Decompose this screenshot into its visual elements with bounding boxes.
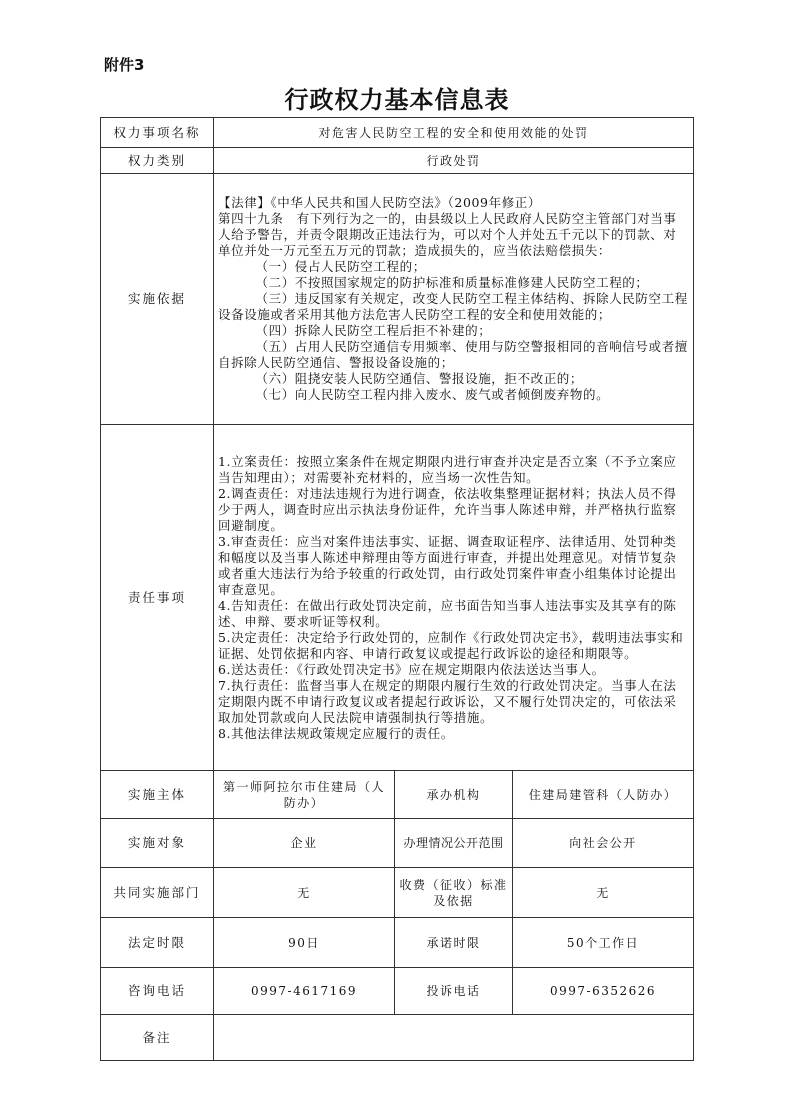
- table-row-remarks: [101, 1015, 694, 1061]
- basis-label: 实施依据: [101, 174, 214, 425]
- fee-standard-value: 无: [513, 868, 694, 918]
- remarks-label: 备注: [101, 1015, 214, 1061]
- promised-time-limit-value: 50个工作日: [513, 918, 694, 968]
- attachment-label: 附件3: [104, 56, 145, 74]
- responsibility-item: 1.立案责任：按照立案条件在规定期限内进行审查并决定是否立案（不予立案应当告知理由）；对需要补充材料的，应当场一次性告知。: [218, 453, 677, 485]
- responsibilities-label: 责任事项: [101, 425, 214, 771]
- complaint-phone-label: 投诉电话: [395, 968, 513, 1015]
- page-title: 行政权力基本信息表: [284, 85, 510, 114]
- table-row-target: [101, 819, 694, 868]
- basis-clause: （六）阻挠安装人民防空通信、警报设施，拒不改正的；: [255, 371, 584, 386]
- table-row-item-name: [101, 118, 694, 148]
- table-row-subject: [101, 771, 694, 819]
- responsibility-item: 8.其他法律法规政策规定应履行的责任。: [218, 725, 454, 741]
- basis-law-title: 【法律】《中华人民共和国人民防空法》（2009年修正）: [218, 195, 542, 210]
- responsibility-item: 3.审查责任：应当对案件违法事实、证据、调查取证程序、法律适用、处罚种类和幅度以及当事人陈述申辩理由等方面进行审查，并提出处理意见。对情节复杂或者重大违法行为给予较重的行政处罚，由行政处罚案件审查小组集体讨论提出审查意见。: [218, 533, 677, 597]
- basis-content: [214, 174, 694, 425]
- table-row-responsibilities: [101, 425, 694, 771]
- legal-time-limit-label: 法定时限: [101, 918, 214, 968]
- fee-standard-label: 收费（征收）标准及依据: [395, 868, 513, 918]
- legal-time-limit-value: 90日: [214, 918, 395, 968]
- table-row-time-limit: [101, 918, 694, 968]
- item-name-value: 对危害人民防空工程的安全和使用效能的处罚: [214, 118, 694, 148]
- admin-power-info-table: [100, 117, 694, 1061]
- inquiry-phone-label: 咨询电话: [101, 968, 214, 1015]
- basis-clause: （一）侵占人民防空工程的；: [255, 259, 426, 274]
- disclosure-scope-value: 向社会公开: [513, 819, 694, 868]
- table-row-category: [101, 148, 694, 174]
- complaint-phone-value: 0997-6352626: [513, 968, 694, 1015]
- responsibility-item: 6.送达责任：《行政处罚决定书》应在规定期限内依法送达当事人。: [218, 661, 605, 677]
- subject-label: 实施主体: [101, 771, 214, 819]
- responsibility-item: 4.告知责任：在做出行政处罚决定前，应书面告知当事人违法事实及其享有的陈述、申辩、要求听证等权利。: [218, 597, 677, 629]
- table-row-basis: [101, 174, 694, 425]
- handling-agency-value: 住建局建管科（人防办）: [513, 771, 694, 819]
- responsibility-item: 5.决定责任：决定给予行政处罚的，应制作《行政处罚决定书》，载明违法事实和证据、处罚依据和内容、申请行政复议或提起行政诉讼的途径和期限等。: [218, 629, 684, 661]
- responsibility-item: 7.执行责任：监督当事人在规定的期限内履行生效的行政处罚决定。当事人在法定期限内既不申请行政复议或者提起行政诉讼，又不履行处罚决定的，可依法采取加处罚款或向人民法院申请强制执行等措施。: [218, 677, 677, 725]
- joint-dept-label: 共同实施部门: [101, 868, 214, 918]
- responsibility-item: 2.调查责任：对违法违规行为进行调查，依法收集整理证据材料；执法人员不得少于两人，调查时应出示执法身份证件，允许当事人陈述申辩，并严格执行监察回避制度。: [218, 485, 677, 533]
- remarks-value: [214, 1015, 694, 1061]
- basis-clause: （七）向人民防空工程内排入废水、废气或者倾倒废弃物的。: [255, 387, 610, 402]
- item-name-label: 权力事项名称: [101, 118, 214, 148]
- basis-article: 第四十九条 有下列行为之一的，由县级以上人民政府人民防空主管部门对当事人给予警告，并责令限期改正违法行为，可以对个人并处五千元以下的罚款、对单位并处一万元至五万元的罚款；造成损失的，应当依法赔偿损失：: [218, 211, 677, 258]
- inquiry-phone-value: 0997-4617169: [214, 968, 395, 1015]
- basis-clause: （三）违反国家有关规定，改变人民防空工程主体结构、拆除人民防空工程设备设施或者采用其他方法危害人民防空工程的安全和使用效能的；: [218, 291, 688, 322]
- subject-value: 第一师阿拉尔市住建局（人防办）: [214, 771, 395, 819]
- category-label: 权力类别: [101, 148, 214, 174]
- basis-clause: （五）占用人民防空通信专用频率、使用与防空警报相同的音响信号或者擅自拆除人民防空通信、警报设备设施的；: [218, 339, 688, 370]
- category-value: 行政处罚: [214, 148, 694, 174]
- promised-time-limit-label: 承诺时限: [395, 918, 513, 968]
- responsibilities-content: [214, 425, 694, 771]
- handling-agency-label: 承办机构: [395, 771, 513, 819]
- table-row-joint-dept: [101, 868, 694, 918]
- basis-clause: （四）拆除人民防空工程后拒不补建的；: [255, 323, 492, 338]
- joint-dept-value: 无: [214, 868, 395, 918]
- target-label: 实施对象: [101, 819, 214, 868]
- disclosure-scope-label: 办理情况公开范围: [395, 819, 513, 868]
- table-row-phone: [101, 968, 694, 1015]
- basis-clause: （二）不按照国家规定的防护标准和质量标准修建人民防空工程的；: [255, 275, 649, 290]
- target-value: 企业: [214, 819, 395, 868]
